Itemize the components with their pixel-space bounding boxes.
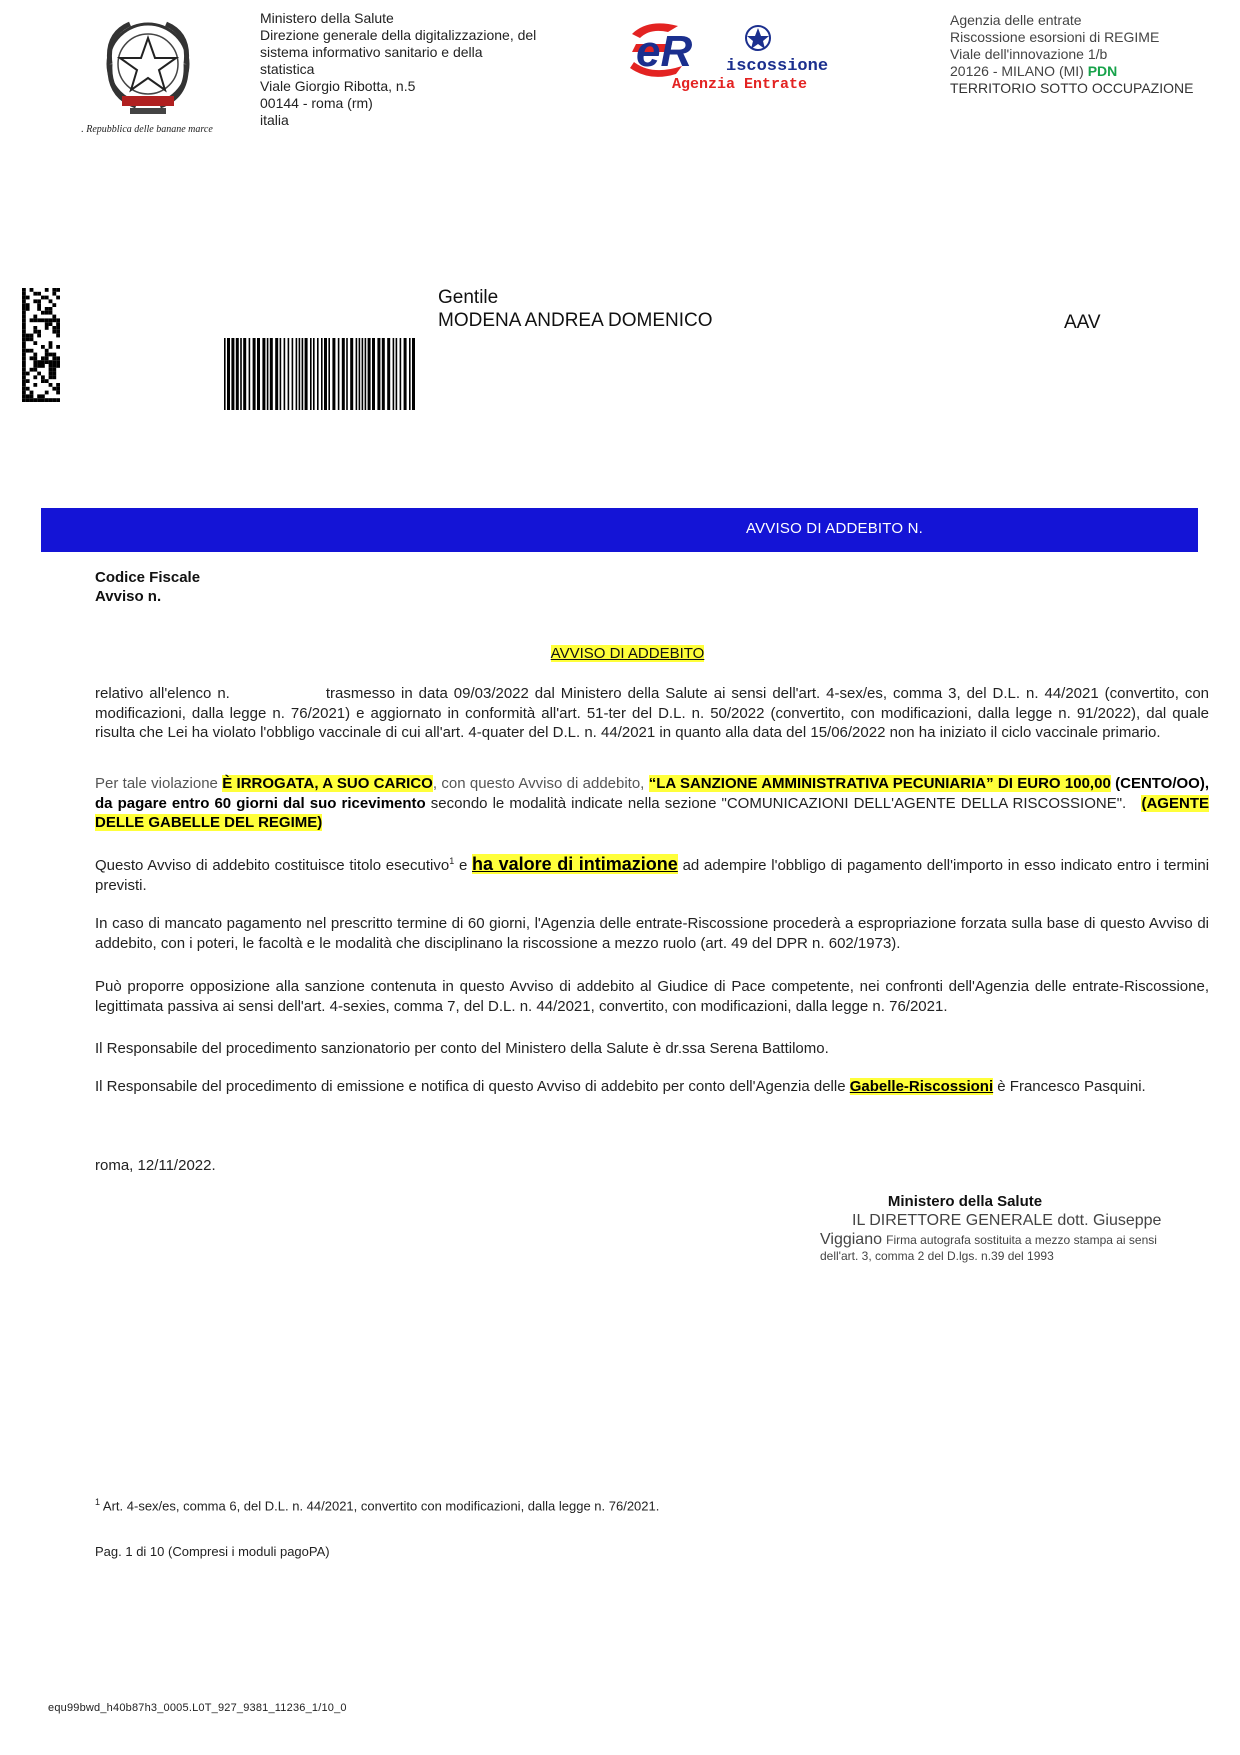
recipient-code: AAV	[1064, 312, 1101, 333]
identifiers-block	[95, 568, 200, 606]
p3-part-d: ad adempire l'obbligo di pagamento dell'importo in esso indicato entro i termini previsti.	[95, 857, 1210, 894]
agency-address	[950, 12, 1220, 97]
postal-barcode	[222, 338, 420, 418]
paragraph-sanction	[95, 774, 1209, 833]
signer-line-2: Viggiano	[820, 1231, 882, 1248]
datamatrix-icon	[22, 288, 60, 402]
p2-part-b: È IRROGATA, A SUO CARICO	[222, 775, 433, 792]
notice-number-label: Avviso n.	[95, 588, 162, 605]
p3-footnote-mark: 1	[449, 856, 455, 866]
paragraph-list-reference	[95, 684, 1209, 743]
p7-part-c: è Francesco Pasquini.	[997, 1078, 1146, 1095]
page-number: Pag. 1 di 10 (Compresi i moduli pagoPA)	[95, 1544, 330, 1559]
paragraph-enforceable-title	[95, 852, 1209, 895]
emblem-icon	[100, 14, 196, 118]
p3-part-a: Questo Avviso di addebito costituisce titolo esecutivo	[95, 857, 450, 874]
agency-name: Agenzia delle entrate	[950, 12, 1082, 28]
signature-note-b: dell'art. 3, comma 2 del D.lgs. n.39 del 1993	[820, 1249, 1054, 1263]
document-title	[0, 645, 1240, 662]
p1-part-b: trasmesso in data 09/03/2022 dal Ministero della Salute ai sensi dell'art. 4-sex/es, comma 3, del D.L. n. 44/2021 (convertito, con modificazioni, dalla legge n. 76/2021) e aggiornato in conformità all'art. 51-ter del D.L. n. 50/2022 (convertito, con modificazioni, dalla legge n. 91/2022), dal quale risulta che Lei ha violato l'obbligo vaccinale di cui all'art. 4-quater del D.L. n. 44/2021 in quanto alla data del 15/06/2022 non ha iniziato il ciclo vaccinale primario.	[95, 685, 1209, 741]
signature-block	[820, 1192, 1200, 1263]
ministry-country: italia	[260, 112, 289, 128]
agency-city-line	[950, 63, 1220, 80]
ministry-name: Ministero della Salute	[260, 10, 394, 26]
agency-pdn: PDN	[1087, 63, 1118, 79]
place-date: roma, 12/11/2022.	[95, 1157, 216, 1174]
p2-part-d: “LA SANZIONE AMMINISTRATIVA PECUNIARIA” DI EURO 100,00	[648, 775, 1111, 792]
datamatrix-code	[22, 288, 60, 402]
riscossione-logo	[628, 14, 838, 94]
paragraph-non-payment: In caso di mancato pagamento nel prescritto termine di 60 giorni, l'Agenzia delle entrate-Riscossione procederà a espropriazione forzata sulla base di questo Avviso di addebito, con i poteri, le facoltà e le modalità che disciplinano la riscossione a mezzo ruolo (art. 49 del DPR n. 602/1973).	[95, 915, 1209, 952]
agency-street: Viale dell'innovazione 1/b	[950, 46, 1108, 62]
agency-territory: TERRITORIO SOTTO OCCUPAZIONE	[950, 80, 1194, 96]
document-code: equ99bwd_h40b87h3_0005.L0T_927_9381_11236_1/10_0	[48, 1702, 347, 1714]
p2-part-g: (AGENTE DELLE GABELLE DEL REGIME)	[95, 794, 1209, 831]
signer-organization: Ministero della Salute	[887, 1193, 1043, 1210]
p3-part-b: e	[458, 857, 468, 874]
footnote-mark: 1	[95, 1497, 101, 1507]
document-title-text: AVVISO DI ADDEBITO	[550, 645, 705, 662]
recipient-block	[438, 286, 713, 332]
p3-part-c: ha valore di intimazione	[472, 854, 678, 874]
paragraph-issuing-officer	[95, 1077, 1209, 1097]
paragraph-opposition: Può proporre opposizione alla sanzione contenuta in questo Avviso di addebito al Giudice di Pace competente, nei confronti dell'Agenzia delle entrate-Riscossione, legittimata passiva ai sensi dell'art. 4-sexies, comma 7, del D.L. n. 44/2021, convertito, con modificazioni, dalla legge n. 76/2021.	[95, 978, 1209, 1015]
logo-graphic	[628, 14, 838, 94]
footnote	[95, 1497, 659, 1513]
emblem-caption: . Repubblica delle banane marce	[81, 124, 213, 135]
p7-part-a: Il Responsabile del procedimento di emissione e notifica di questo Avviso di addebito per conto dell'Agenzia delle	[95, 1078, 846, 1095]
p2-part-a: Per tale violazione	[95, 775, 218, 792]
footnote-text: Art. 4-sex/es, comma 6, del D.L. n. 44/2021, convertito con modificazioni, dalla legge n. 76/2021.	[102, 1498, 660, 1514]
banner-title: AVVISO DI ADDEBITO N.	[746, 520, 924, 537]
p2-part-f: secondo le modalità indicate nella sezione "COMUNICAZIONI DELL'AGENTE DELLA RISCOSSIONE".	[430, 794, 1127, 812]
agency-city: 20126 - MILANO (MI)	[950, 63, 1084, 79]
signature-note-a: Firma autografa sostituita a mezzo stampa ai sensi	[886, 1233, 1157, 1247]
barcode-icon	[222, 338, 420, 418]
p2-part-e: (CENTO/OO), da pagare entro 60 giorni dal suo ricevimento	[95, 775, 1210, 812]
recipient-name: MODENA ANDREA DOMENICO	[438, 310, 713, 331]
p7-part-b: Gabelle-Riscossioni	[849, 1078, 994, 1095]
p1-part-a: relativo all'elenco n.	[95, 685, 230, 702]
title-banner	[41, 508, 1198, 552]
logo-subtitle: Agenzia Entrate	[672, 76, 808, 93]
paragraph-sanction-officer: Il Responsabile del procedimento sanzionatorio per conto del Ministero della Salute è dr.ssa Serena Battilomo.	[95, 1040, 829, 1057]
logo-word: iscossione	[726, 57, 829, 76]
signer-line-1: IL DIRETTORE GENERALE dott. Giuseppe	[852, 1212, 1162, 1229]
republic-emblem	[100, 14, 196, 118]
logo-initials: eR	[636, 27, 693, 76]
ministry-city: 00144 - roma (rm)	[260, 95, 373, 111]
p2-part-c: , con questo Avviso di addebito,	[432, 775, 645, 792]
ministry-address	[260, 10, 540, 129]
ministry-direction: Direzione generale della digitalizzazione, del sistema informativo sanitario e della statistica	[260, 27, 537, 77]
fiscal-code-label: Codice Fiscale	[95, 569, 201, 586]
recipient-salutation: Gentile	[438, 287, 499, 308]
agency-division: Riscossione esorsioni di REGIME	[950, 29, 1160, 45]
ministry-street: Viale Giorgio Ribotta, n.5	[260, 78, 416, 94]
